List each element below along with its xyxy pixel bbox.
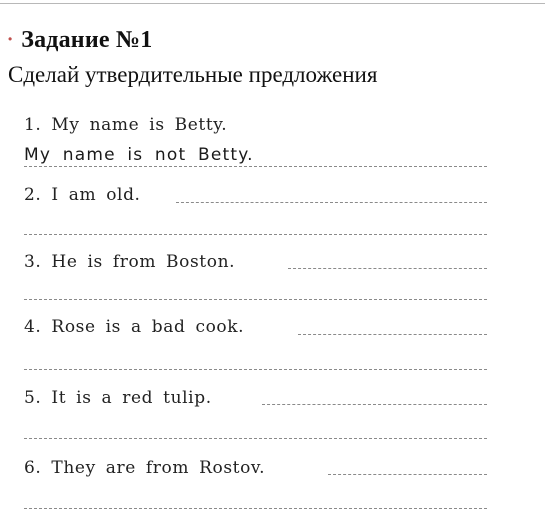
exercise-2-answer-line[interactable]	[176, 202, 487, 203]
task-heading	[8, 25, 152, 55]
exercise-4-answer-line[interactable]	[298, 334, 487, 335]
exercise-6-answer-line-2[interactable]	[24, 508, 487, 509]
task-instruction: Сделай утвердительные предложения	[8, 62, 378, 87]
exercise-3-sentence: 3. He is from Boston.	[24, 252, 236, 272]
exercise-3-answer-line-2[interactable]	[24, 299, 487, 300]
bullet-icon: •	[8, 32, 13, 46]
exercise-4-answer-line-2[interactable]	[24, 369, 487, 370]
exercise-5-answer-line-2[interactable]	[24, 438, 487, 439]
exercise-2-answer-line-2[interactable]	[24, 234, 487, 235]
task-title: Задание №1	[21, 26, 153, 53]
exercise-1-answer-line[interactable]	[24, 166, 487, 167]
exercise-5-answer-line[interactable]	[262, 404, 487, 405]
exercise-6-answer-line[interactable]	[328, 474, 487, 475]
exercise-2-sentence: 2. I am old.	[24, 185, 141, 205]
exercise-1-answer: My name is not Betty.	[24, 145, 254, 165]
exercise-4-sentence: 4. Rose is a bad cook.	[24, 317, 245, 337]
exercise-1-sentence: 1. My name is Betty.	[24, 115, 228, 135]
exercise-3-answer-line[interactable]	[288, 268, 487, 269]
exercise-5-sentence: 5. It is a red tulip.	[24, 388, 212, 408]
top-divider	[0, 3, 545, 4]
exercise-6-sentence: 6. They are from Rostov.	[24, 458, 266, 478]
